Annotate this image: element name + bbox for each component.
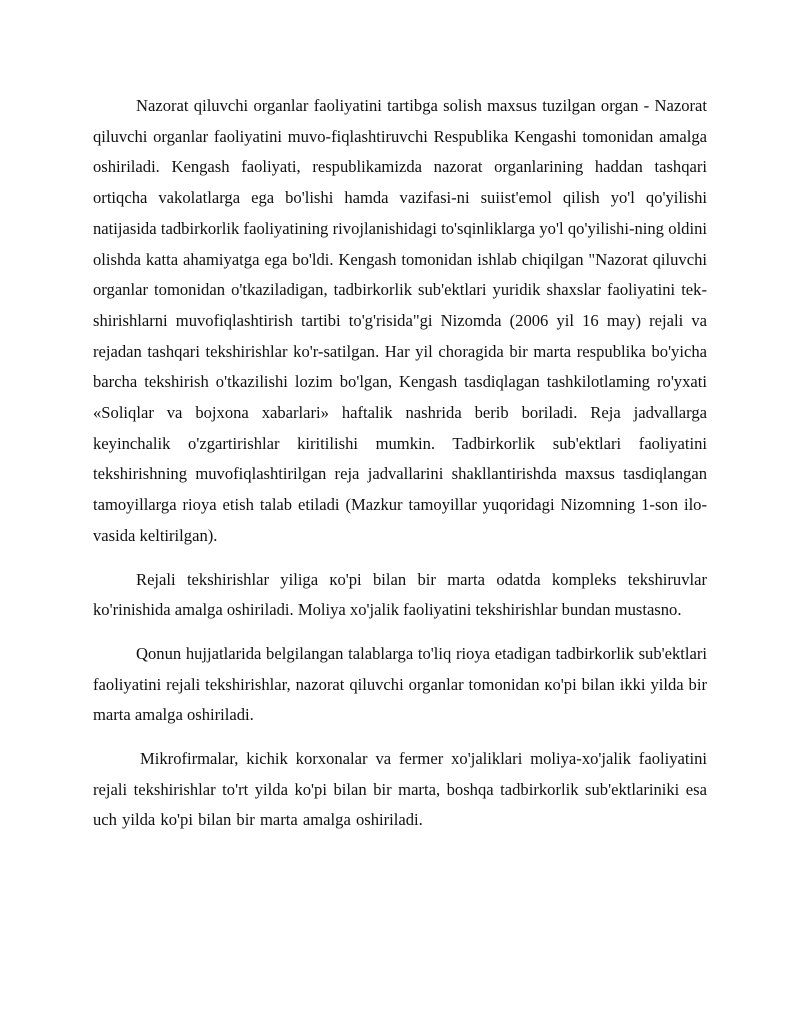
paragraph-3: Qonun hujjatlarida belgilangan talablarga to'liq rioya etadigan tadbirkorlik sub'ektlari faoliyatini rejali tekshirishlar, nazorat qiluvchi organlar tomonidan кo'pi bilan ikki yilda bir marta amalga oshiriladi. [93,643,707,725]
document-body [93,91,707,836]
paragraph-4: Mikrofirmalar, kichik korxonalar va fermer xo'jaliklari moliya-xo'jalik faoliyatini rejali tekshirishlar to'rt yilda ko'pi bilan bir marta, boshqa tadbirkorlik sub'ektlariniki esa uch yilda ko'pi bilan bir marta amalga oshiriladi. [93,749,707,830]
paragraph-2: Rejali tekshirishlar yiliga кo'pi bilan bir marta odatda kompleks tekshiruvlar ko'rinishida amalga oshiriladi. Moliya xo'jalik faoliyatini tekshirishlar bundan mustasno. [93,569,707,620]
paragraph-1: Nazorat qiluvchi organlar faoliyatini tartibga solish maxsus tuzilgan organ - Nazorat qiluvchi organlar faoliyatini muvo-fiqlashtiruvchi Respublika Kengashi tomonidan amalga oshiriladi. Kengash faoliyati, respublikamizda nazorat organlarining haddan tashqari ortiqcha vakolatlarga ega bo'lishi hamda vazifasi-ni suiist'emol qilish yo'l qo'yilishi natijasida tadbirkorlik faoliyatining rivojlanishidagi to'sqinliklarga yo'l qo'yilishi-ning oldini olishda katta ahamiyatga ega bo'ldi. Kengash tomonidan ishlab chiqilgan "Nazorat qiluvchi organlar tomonidan o'tkaziladigan, tadbirkorlik sub'ektlari yuridik shaxslar faoliyatini tek-shirishlarni muvofiqlashtirish tartibi to'g'risida"gi Nizomda (2006 yil 16 may) rejali va rejadan tashqari tekshirishlar ko'r-satilgan. Har yil choragida bir marta respublika bo'yicha barcha tekshirish o'tkazilishi lozim bo'lgan, Kengash tasdiqlagan tashkilotlaming ro'yxati «Soliqlar va bojxona xabarlari» haftalik nashrida berib boriladi. Reja jadvallarga keyinchalik o'zgartirishlar kiritilishi mumkin. Tadbirkorlik sub'ektlari faoliyatini tekshirishning muvofiqlashtirilgan reja jadvallarini shakllantirishda maxsus tasdiqlangan tamoyillarga rioya etish talab etiladi (Mazkur tamoyillar yuqoridagi Nizomning 1-son ilo-vasida keltirilgan). [93,96,707,545]
